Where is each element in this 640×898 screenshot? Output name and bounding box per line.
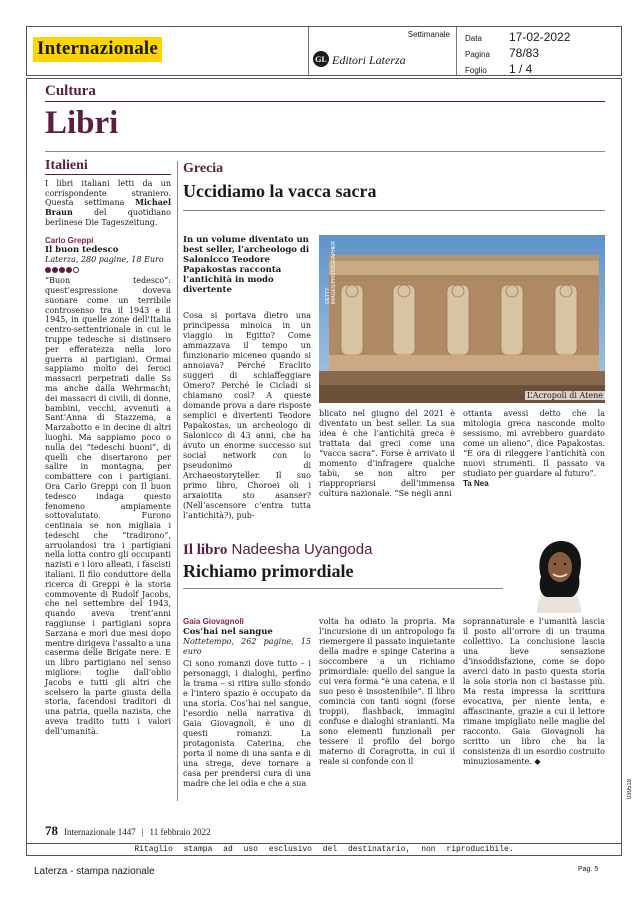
libro-label: Il libro <box>183 542 228 558</box>
libro-article <box>183 541 605 788</box>
libro-column-1 <box>183 617 311 789</box>
libro-reviewer: Nadeesha Uyangoda <box>231 541 373 558</box>
clipping-header <box>26 26 622 76</box>
rating-dots <box>45 267 171 273</box>
publisher-area <box>309 27 457 75</box>
book-author: Gaia Giovagnoli <box>183 617 244 626</box>
masthead-logo: Internazionale <box>33 37 162 62</box>
issue-date: 11 febbraio 2022 <box>149 827 211 837</box>
photo-caption: L’Acropoli di Atene <box>526 391 603 400</box>
italiani-column <box>45 158 172 737</box>
source-label: Laterza - stampa nazionale <box>34 866 155 877</box>
grecia-heading: Grecia <box>183 161 224 176</box>
date-row <box>465 30 613 46</box>
italiani-heading: Italieni <box>45 158 88 173</box>
libro-column-2: volta ha odiato la propria. Ma l’incursione di un antropologo fa riemergere il passato inquietante della madre e spinge Caterina a soccombere a un richiamo primordiale: quello del sangue la cui vera forma “è una catena, e il suo peso è insostenibile”. Il libro comincia con tanti sogni (forse troppi), flashback, immagini confuse e dialoghi stranianti. Ma sono elementi funzionali per tessere il profilo del borgo materno di Coragrotta, in cui il reale si confonde con il <box>319 617 455 766</box>
book-author: Carlo Greppi <box>45 235 94 245</box>
libro-column-1-text: Ci sono romanzi dove tutto – i personaggi, i dialoghi, perfino la trama – si ritira sullo sfondo e l’intero spazio è occupato da una storia. Cos’hai nel sangue, l’esordio nella narrativa di Gaia Giovagnoli, è uno di questi romanzi. La protagonista Caterina, che porta il nome di una santa e di una strega, deve tornare a casa per prendersi cura di una madre che lei odia e che a sua <box>183 659 311 788</box>
italiani-intro <box>45 179 171 228</box>
rating-dot-filled <box>52 267 58 273</box>
grecia-article <box>183 161 605 520</box>
page-value: 78/83 <box>509 46 540 60</box>
page-label: Pagina <box>465 50 490 59</box>
page-folio <box>45 823 211 839</box>
grecia-column-3-text: ottanta avessi detto che la mitologia greca nasconde molto sessismo, mi avrebbero guardato come un alieno”, dice Papakostas. “È ora di rileggere l’antichità con nuovi strumenti. Il passato va studiato per guardare al futuro”. <box>463 409 605 478</box>
grecia-headline: Uccidiamo la vacca sacra <box>183 181 377 201</box>
photo-credit: GETTY IMAGES/PHOTOGRAPHER <box>325 240 337 305</box>
folio-separator: | <box>141 827 144 837</box>
divider <box>45 174 171 175</box>
rating-dot-empty <box>73 267 79 273</box>
issue-label: Internazionale 1447 <box>64 827 136 837</box>
publisher-name: Editori Laterza <box>332 53 406 67</box>
rating-dot-filled <box>66 267 72 273</box>
grecia-column-1: Cosa si portava dietro una principessa minoica in un viaggio in Egitto? Come ammazzava il tempo un funzionario miceneo quando si annoiava? Perché Eraclito suggerì di schiaffeggiare Omero? Perché le Cicladi si chiamano così? A queste domande prova a dare risposte semplici e divertenti Teodore Papakostas, un archeologo di Salonicco di 43 anni, che ha avuto un enorme successo sui social network con lo pseudonimo di Archaeostoryteller. Il suo primo libro, Choroei oli i arxaiotita sto asanser? (Nell’ascensore c’entra tutta l’antichità?), pub- <box>183 311 311 520</box>
libro-column-3: soprannaturale e l’umanità lascia il posto all’orrore di un trauma collettivo. La conclusione lascia una lieve sensazione d’insoddisfazione, come se dopo averci dato in pasto questa storia la sola storia non ci bastasse più. Ma resta impressa la scrittura evocativa, per niente lenta, e affascinante, grazie a cui il lettore rimane impigliato nelle maglie del racconto. Gaia Giovagnoli ha scritto un libro che ha la consistenza di un esordio costruito minuziosamente. ◆ <box>463 617 605 766</box>
magazine-page <box>26 78 633 844</box>
book-title: Il buon tedesco <box>45 244 119 255</box>
book-title: Cos’hai nel sangue <box>183 627 273 637</box>
publisher-logo-icon: GL <box>313 51 329 67</box>
rating-dot-filled <box>59 267 65 273</box>
date-value: 17-02-2022 <box>509 30 571 44</box>
divider <box>183 210 605 211</box>
divider <box>45 101 605 102</box>
grecia-column-3 <box>463 409 605 489</box>
correspondent-name: Michael Braun <box>45 197 172 218</box>
divider <box>45 151 605 152</box>
intro-end: del quotidiano berlinese Die Tageszeitung. <box>45 208 171 227</box>
page-number: 78 <box>45 823 58 838</box>
divider <box>183 588 503 589</box>
rating-dot-filled <box>45 267 51 273</box>
grecia-column-2: blicato nel giugno del 2021 è diventato un best seller. La sua idea è che l’antichità greca è trattata dai greci come una “vacca sacra”. Forse è arrivato il momento d’infragere qualche tabù, se non altro per riappropriarsi dell’immensa cultura nazionale. “Se negli anni <box>319 409 455 498</box>
column-divider <box>177 161 178 801</box>
sheet-row <box>465 62 613 78</box>
book-meta: Nottetempo, 262 pagine, 15 euro <box>183 637 311 656</box>
sheet-label: Foglio <box>465 66 487 75</box>
page-indicator: Pag. 5 <box>578 866 599 873</box>
reviewer-photo <box>523 537 595 613</box>
source-signature: Ta Nea <box>463 479 489 488</box>
section-title: Libri <box>45 105 119 141</box>
reviewer-portrait <box>523 537 595 613</box>
libro-headline: Richiamo primordiale <box>183 561 354 581</box>
masthead-area <box>27 27 309 75</box>
page-row <box>465 46 613 62</box>
sheet-value: 1 / 4 <box>509 62 533 76</box>
date-label: Data <box>465 34 482 43</box>
disclaimer: Ritaglio stampa ad uso esclusivo del destinatario, non riproducibile. <box>26 844 622 856</box>
book-meta: Laterza, 280 pagine, 18 Euro <box>45 255 164 265</box>
periodicity: Settimanale <box>407 30 450 39</box>
grecia-lead: In un volume diventato un best seller, l’archeologo di Salonicco Teodore Papakostas racconta l’antichità in modo divertente <box>183 235 310 295</box>
acropolis-photo <box>319 235 605 403</box>
section-kicker: Cultura <box>45 83 96 99</box>
intro-text: I libri italiani letti da un corrispondente straniero. Questa settimana <box>45 178 171 208</box>
review-text: “Buon tedesco”: quest’espressione doveva suonare come un terribile controsenso tra il 1943 e il 1945, in quelle zone dell’Italia centro-settentrionale in cui le truppe tedesche si distinsero per efferatezza nella loro guerra ai partigiani. Ormai sappiamo molto dei feroci massacri perpetrati dalle Ss ma anche dalla Wehrmacht; dei massacri di civili, di donne, bambini, vecchi, avvenuti a Sant’Anna di Stazzema, a Marzabotto e in decine di altri luoghi. Ma sappiamo poco o nulla dei “tedeschi buoni”, di quelli che disertarono per salire in montagna, per combattere con i partigiani. Ora Carlo Greppi con Il buon tedesco indaga questo fenomeno ampiamente sottovalutato. Furono centinaia se non migliaia i tedeschi che “tradirono”, arruolandosi tra i partigiani nella lotta contro gli occupanti nazisti e i loro alleati, i fascisti italiani. Il filo conduttore della ricerca di Greppi è la storia commovente di Rudolf Jacobs, che nel settembre del 1943, quando aveva trent’anni raggiunse i partigiani sopra Sarzana e morì due mesi dopo mentre dirigeva l’assalto a una caserma delle Brigate nere. E un libro partigiano nel senso migliore: toglie dall’oblio Jacobs e tutti gli altri che scelsero la parte giusta della storia, facendosi traditori di una patria, quella nazista, che aveva tradito tutti i valori dell’umanità. <box>45 276 171 736</box>
clipping-meta <box>457 27 621 75</box>
side-code: 039518 <box>627 779 633 800</box>
acropolis-image <box>319 235 605 403</box>
